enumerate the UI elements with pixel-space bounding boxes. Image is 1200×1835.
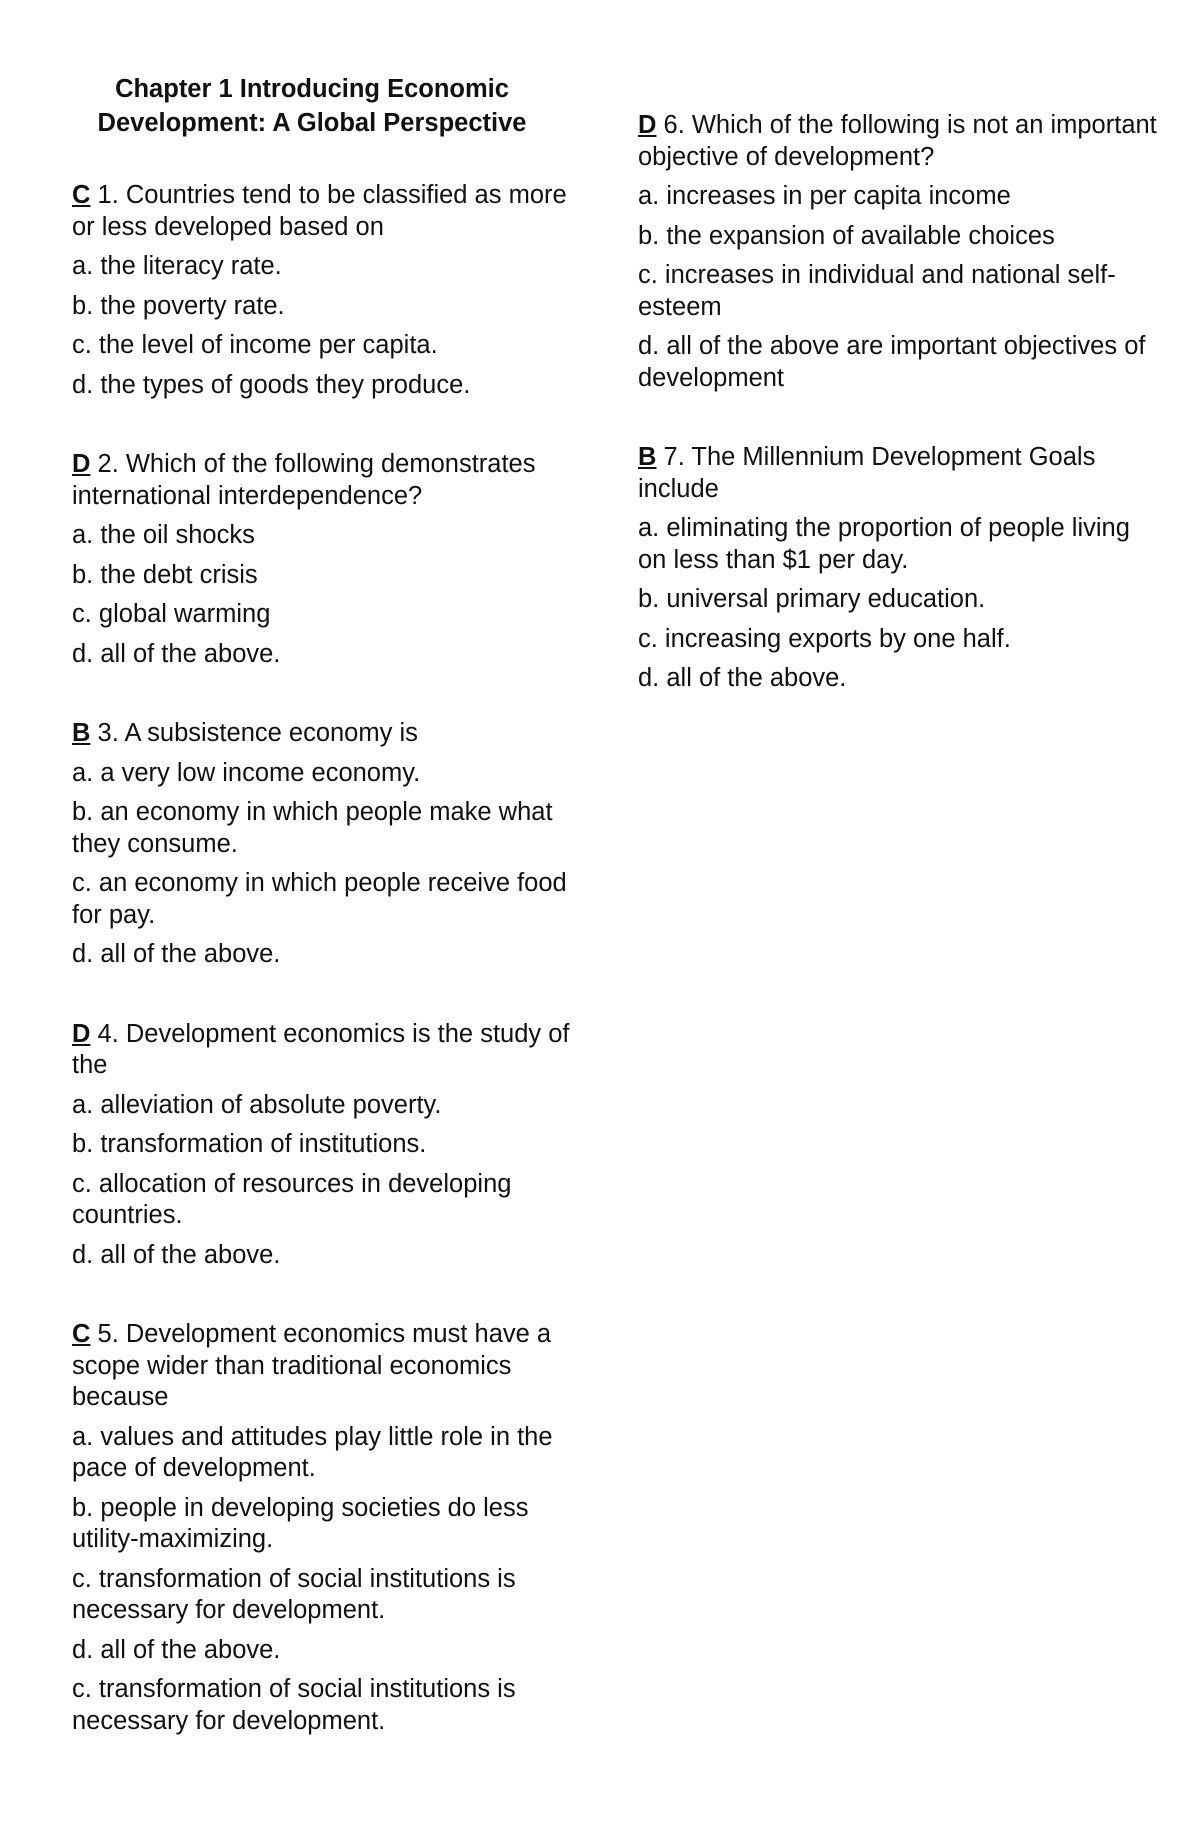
question-3-option-c: c. an economy in which people receive food for pay. — [72, 869, 567, 929]
question-3-answer-key: B — [72, 719, 91, 747]
question-2-option-a: a. the oil shocks — [72, 521, 255, 549]
question-3-option-d: d. all of the above. — [72, 940, 281, 968]
question-1-option-c: c. the level of income per capita. — [72, 331, 438, 359]
question-5-option-c-repeat: c. transformation of social institutions is necessary for development. — [72, 1675, 516, 1735]
question-1-text: 1. Countries tend to be classified as more or less developed based on — [72, 181, 567, 241]
question-4-option-d: d. all of the above. — [72, 1240, 281, 1269]
question-1-option-b: b. the poverty rate. — [72, 291, 285, 320]
question-2 — [72, 449, 592, 670]
question-3-option-a: a. a very low income economy. — [72, 758, 421, 787]
question-5-option-c: c. transformation of social institutions is necessary for development. — [72, 1564, 516, 1624]
question-2-stem — [72, 449, 592, 512]
question-4-text: 4. Development economics is the study of the — [72, 1019, 570, 1079]
question-7-option-a: a. eliminating the proportion of people living on less than $1 per day. — [638, 514, 1130, 574]
right-column — [638, 0, 1158, 703]
question-3 — [72, 718, 592, 971]
question-5-option-a: a. values and attitudes play little role in the pace of development. — [72, 1422, 553, 1482]
question-3-option-b: b. an economy in which people make what they consume. — [72, 798, 553, 858]
question-4-option-c: c. allocation of resources in developing countries. — [72, 1169, 512, 1229]
question-1-answer-key: C — [72, 181, 91, 209]
question-7-option-c: c. increasing exports by one half. — [638, 624, 1011, 653]
left-column — [72, 0, 592, 1745]
question-6-stem — [638, 110, 1158, 173]
question-6-answer-key: D — [638, 111, 657, 139]
question-5-answer-key: C — [72, 1320, 91, 1348]
question-7 — [638, 442, 1158, 695]
question-2-text: 2. Which of the following demonstrates international interdependence? — [72, 450, 536, 510]
question-2-option-d: d. all of the above. — [72, 639, 281, 668]
question-1-option-d: d. the types of goods they produce. — [72, 370, 471, 399]
question-5-option-d: d. all of the above. — [72, 1635, 281, 1664]
question-6-option-b: b. the expansion of available choices — [638, 221, 1055, 250]
question-4-stem — [72, 1019, 592, 1082]
question-6-option-a: a. increases in per capita income — [638, 182, 1011, 210]
page-title — [72, 72, 552, 140]
question-6-text: 6. Which of the following is not an important objective of development? — [638, 111, 1157, 171]
question-2-option-b: b. the debt crisis — [72, 560, 258, 589]
question-6-option-c: c. increases in individual and national self-esteem — [638, 261, 1116, 321]
question-5-stem — [72, 1319, 592, 1414]
question-7-text: 7. The Millennium Development Goals include — [638, 443, 1096, 503]
title-line-2: Development: A Global Perspective — [97, 109, 527, 137]
question-7-stem — [638, 442, 1158, 505]
question-2-option-c: c. global warming — [72, 600, 271, 628]
question-1 — [72, 180, 592, 401]
question-1-option-a: a. the literacy rate. — [72, 252, 282, 280]
question-7-option-b: b. universal primary education. — [638, 585, 986, 613]
question-6 — [638, 110, 1158, 394]
question-6-option-d: d. all of the above are important objectives of development — [638, 332, 1146, 392]
question-5-text: 5. Development economics must have a scope wider than traditional economics because — [72, 1320, 552, 1411]
question-4-option-b: b. transformation of institutions. — [72, 1130, 427, 1158]
question-4 — [72, 1019, 592, 1272]
question-4-option-a: a. alleviation of absolute poverty. — [72, 1090, 442, 1119]
question-3-stem — [72, 718, 592, 750]
question-2-answer-key: D — [72, 450, 91, 478]
question-7-answer-key: B — [638, 443, 657, 471]
question-1-stem — [72, 180, 592, 243]
question-5 — [72, 1319, 592, 1737]
question-5-option-b: b. people in developing societies do less utility-maximizing. — [72, 1493, 529, 1553]
question-4-answer-key: D — [72, 1019, 91, 1048]
question-7-option-d: d. all of the above. — [638, 664, 847, 692]
question-3-text: 3. A subsistence economy is — [97, 719, 418, 747]
title-line-1: Chapter 1 Introducing Economic — [115, 75, 509, 103]
